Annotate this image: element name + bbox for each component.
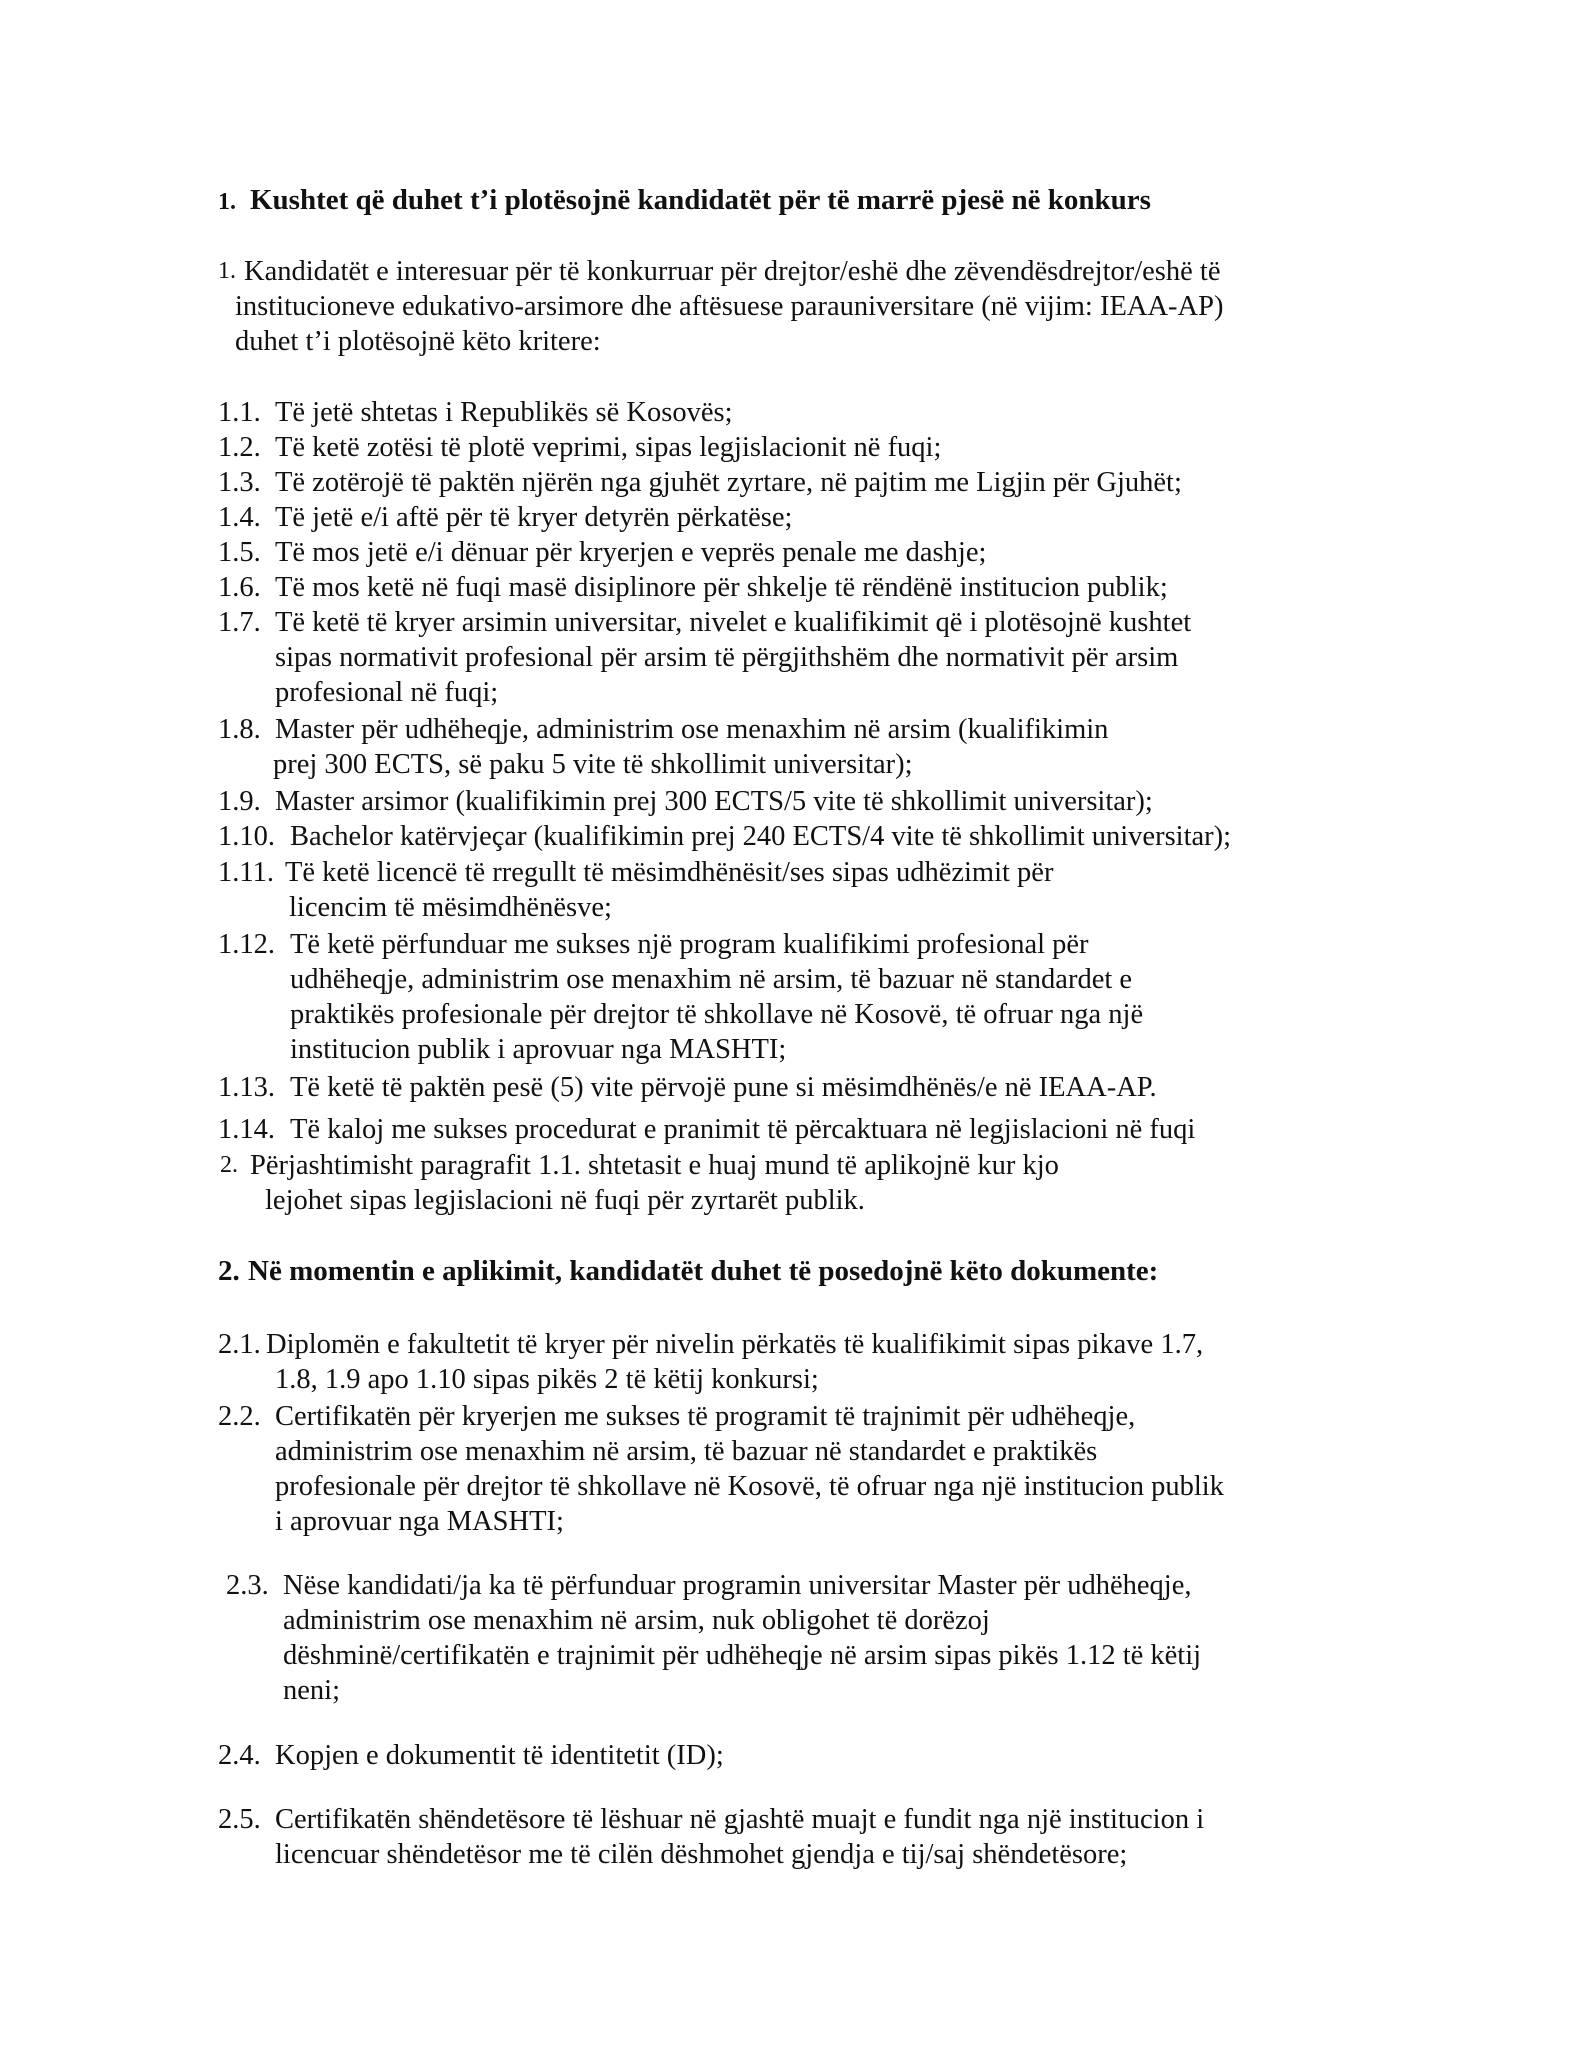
item-text: Të kaloj me sukses procedurat e pranimit të përcaktuara në legjislacioni në fuqi <box>290 1114 1196 1145</box>
item-label: 2.4. <box>218 1740 261 1771</box>
item-text: Kopjen e dokumentit të identitetit (ID); <box>275 1740 724 1771</box>
item-text: Të mos ketë në fuqi masë disiplinore për shkelje të rëndënë institucion publik; <box>275 572 1168 603</box>
item-text: neni; <box>283 1675 340 1706</box>
item-text: licencim të mësimdhënësve; <box>289 892 612 923</box>
item-text: Bachelor katërvjeçar (kualifikimin prej 240 ECTS/4 vite të shkollimit universitar); <box>290 821 1232 852</box>
section-2-number: 2. <box>218 1255 240 1287</box>
section-2-title: Në momentin e aplikimit, kandidatët duhet të posedojnë këto dokumente: <box>248 1255 1159 1287</box>
item-text: Të ketë zotësi të plotë veprimi, sipas legjislacionit në fuqi; <box>275 432 942 463</box>
section-1-number: 1. <box>218 189 236 215</box>
item-text: dëshminë/certifikatën e trajnimit për udhëheqje në arsim sipas pikës 1.12 të këtij <box>283 1640 1202 1671</box>
item-text: administrim ose menaxhim në arsim, nuk obligohet të dorëzoj <box>283 1605 990 1636</box>
item-label: 1.10. <box>218 821 275 852</box>
item-label: 1.4. <box>218 502 261 533</box>
item-text: licencuar shëndetësor me të cilën dëshmohet gjendja e tij/saj shëndetësore; <box>275 1839 1128 1870</box>
item-label: 1.1. <box>218 397 261 428</box>
section-1-title: Kushtet që duhet t’i plotësojnë kandidatët për të marrë pjesë në konkurs <box>250 184 1151 216</box>
item-text: Të jetë shtetas i Republikës së Kosovës; <box>275 397 733 428</box>
item-label: 2. <box>220 1152 238 1178</box>
intro-line: Kandidatët e interesuar për të konkurruar për drejtor/eshë dhe zëvendësdrejtor/eshë të <box>244 256 1221 287</box>
item-text: Certifikatën shëndetësore të lëshuar në gjashtë muajt e fundit nga një institucion i <box>275 1804 1205 1835</box>
item-text: administrim ose menaxhim në arsim, të bazuar në standardet e praktikës <box>275 1436 1098 1467</box>
item-label: 1.6. <box>218 572 261 603</box>
item-text: Të mos jetë e/i dënuar për kryerjen e veprës penale me dashje; <box>275 537 987 568</box>
section-2-heading <box>218 1254 1158 1289</box>
item-text: Të ketë licencë të rregullt të mësimdhënësit/ses sipas udhëzimit për <box>285 857 1054 888</box>
item-text: i aprovuar nga MASHTI; <box>275 1506 564 1537</box>
item-text: prej 300 ECTS, së paku 5 vite të shkollimit universitar); <box>273 749 913 780</box>
item-label: 1.7. <box>218 607 261 638</box>
intro-label: 1. <box>218 258 236 284</box>
item-label: 1.8. <box>218 714 261 745</box>
item-text: lejohet sipas legjislacioni në fuqi për zyrtarët publik. <box>265 1185 865 1216</box>
item-label: 1.5. <box>218 537 261 568</box>
item-text: Të ketë përfunduar me sukses një program kualifikimi profesional për <box>290 929 1089 960</box>
item-text: Master arsimor (kualifikimin prej 300 ECTS/5 vite të shkollimit universitar); <box>275 786 1153 817</box>
item-text: praktikës profesionale për drejtor të shkollave në Kosovë, të ofruar nga një <box>290 999 1144 1030</box>
item-text: Të ketë të paktën pesë (5) vite përvojë pune si mësimdhënës/e në IEAA-AP. <box>290 1072 1157 1103</box>
item-text: Të jetë e/i aftë për të kryer detyrën përkatëse; <box>275 502 793 533</box>
intro-line: duhet t’i plotësojnë këto kritere: <box>235 326 601 357</box>
item-text: Certifikatën për kryerjen me sukses të programit të trajnimit për udhëheqje, <box>275 1401 1136 1432</box>
item-text: sipas normativit profesional për arsim të përgjithshëm dhe normativit për arsim <box>275 642 1179 673</box>
item-label: 2.1. <box>218 1329 261 1360</box>
item-label: 2.5. <box>218 1804 261 1835</box>
item-label: 1.11. <box>218 857 274 888</box>
item-text: Diplomën e fakultetit të kryer për nivelin përkatës të kualifikimit sipas pikave 1.7, <box>266 1329 1204 1360</box>
item-text: profesionale për drejtor të shkollave në Kosovë, të ofruar nga një institucion publik <box>275 1471 1224 1502</box>
item-label: 1.3. <box>218 467 261 498</box>
section-1-heading <box>218 183 1151 220</box>
item-text: institucion publik i aprovuar nga MASHTI; <box>290 1034 787 1065</box>
item-label: 1.14. <box>218 1114 275 1145</box>
item-text: profesional në fuqi; <box>275 677 499 708</box>
item-label: 2.3. <box>226 1570 269 1601</box>
item-text: Të zotërojë të paktën njërën nga gjuhët zyrtare, në pajtim me Ligjin për Gjuhët; <box>275 467 1182 498</box>
intro-line: institucioneve edukativo-arsimore dhe aftësuese parauniversitare (në vijim: IEAA-AP) <box>235 291 1224 322</box>
item-text: Master për udhëheqje, administrim ose menaxhim në arsim (kualifikimin <box>275 714 1109 745</box>
item-label: 1.12. <box>218 929 275 960</box>
item-text: Të ketë të kryer arsimin universitar, nivelet e kualifikimit që i plotësojnë kushtet <box>275 607 1192 638</box>
item-label: 1.13. <box>218 1072 275 1103</box>
item-text: 1.8, 1.9 apo 1.10 sipas pikës 2 të këtij konkursi; <box>275 1364 819 1395</box>
item-text: udhëheqje, administrim ose menaxhim në arsim, të bazuar në standardet e <box>290 964 1133 995</box>
item-label: 1.2. <box>218 432 261 463</box>
item-text: Përjashtimisht paragrafit 1.1. shtetasit e huaj mund të aplikojnë kur kjo <box>250 1150 1059 1181</box>
item-label: 1.9. <box>218 786 261 817</box>
item-label: 2.2. <box>218 1401 261 1432</box>
item-text: Nëse kandidati/ja ka të përfunduar programin universitar Master për udhëheqje, <box>283 1570 1192 1601</box>
